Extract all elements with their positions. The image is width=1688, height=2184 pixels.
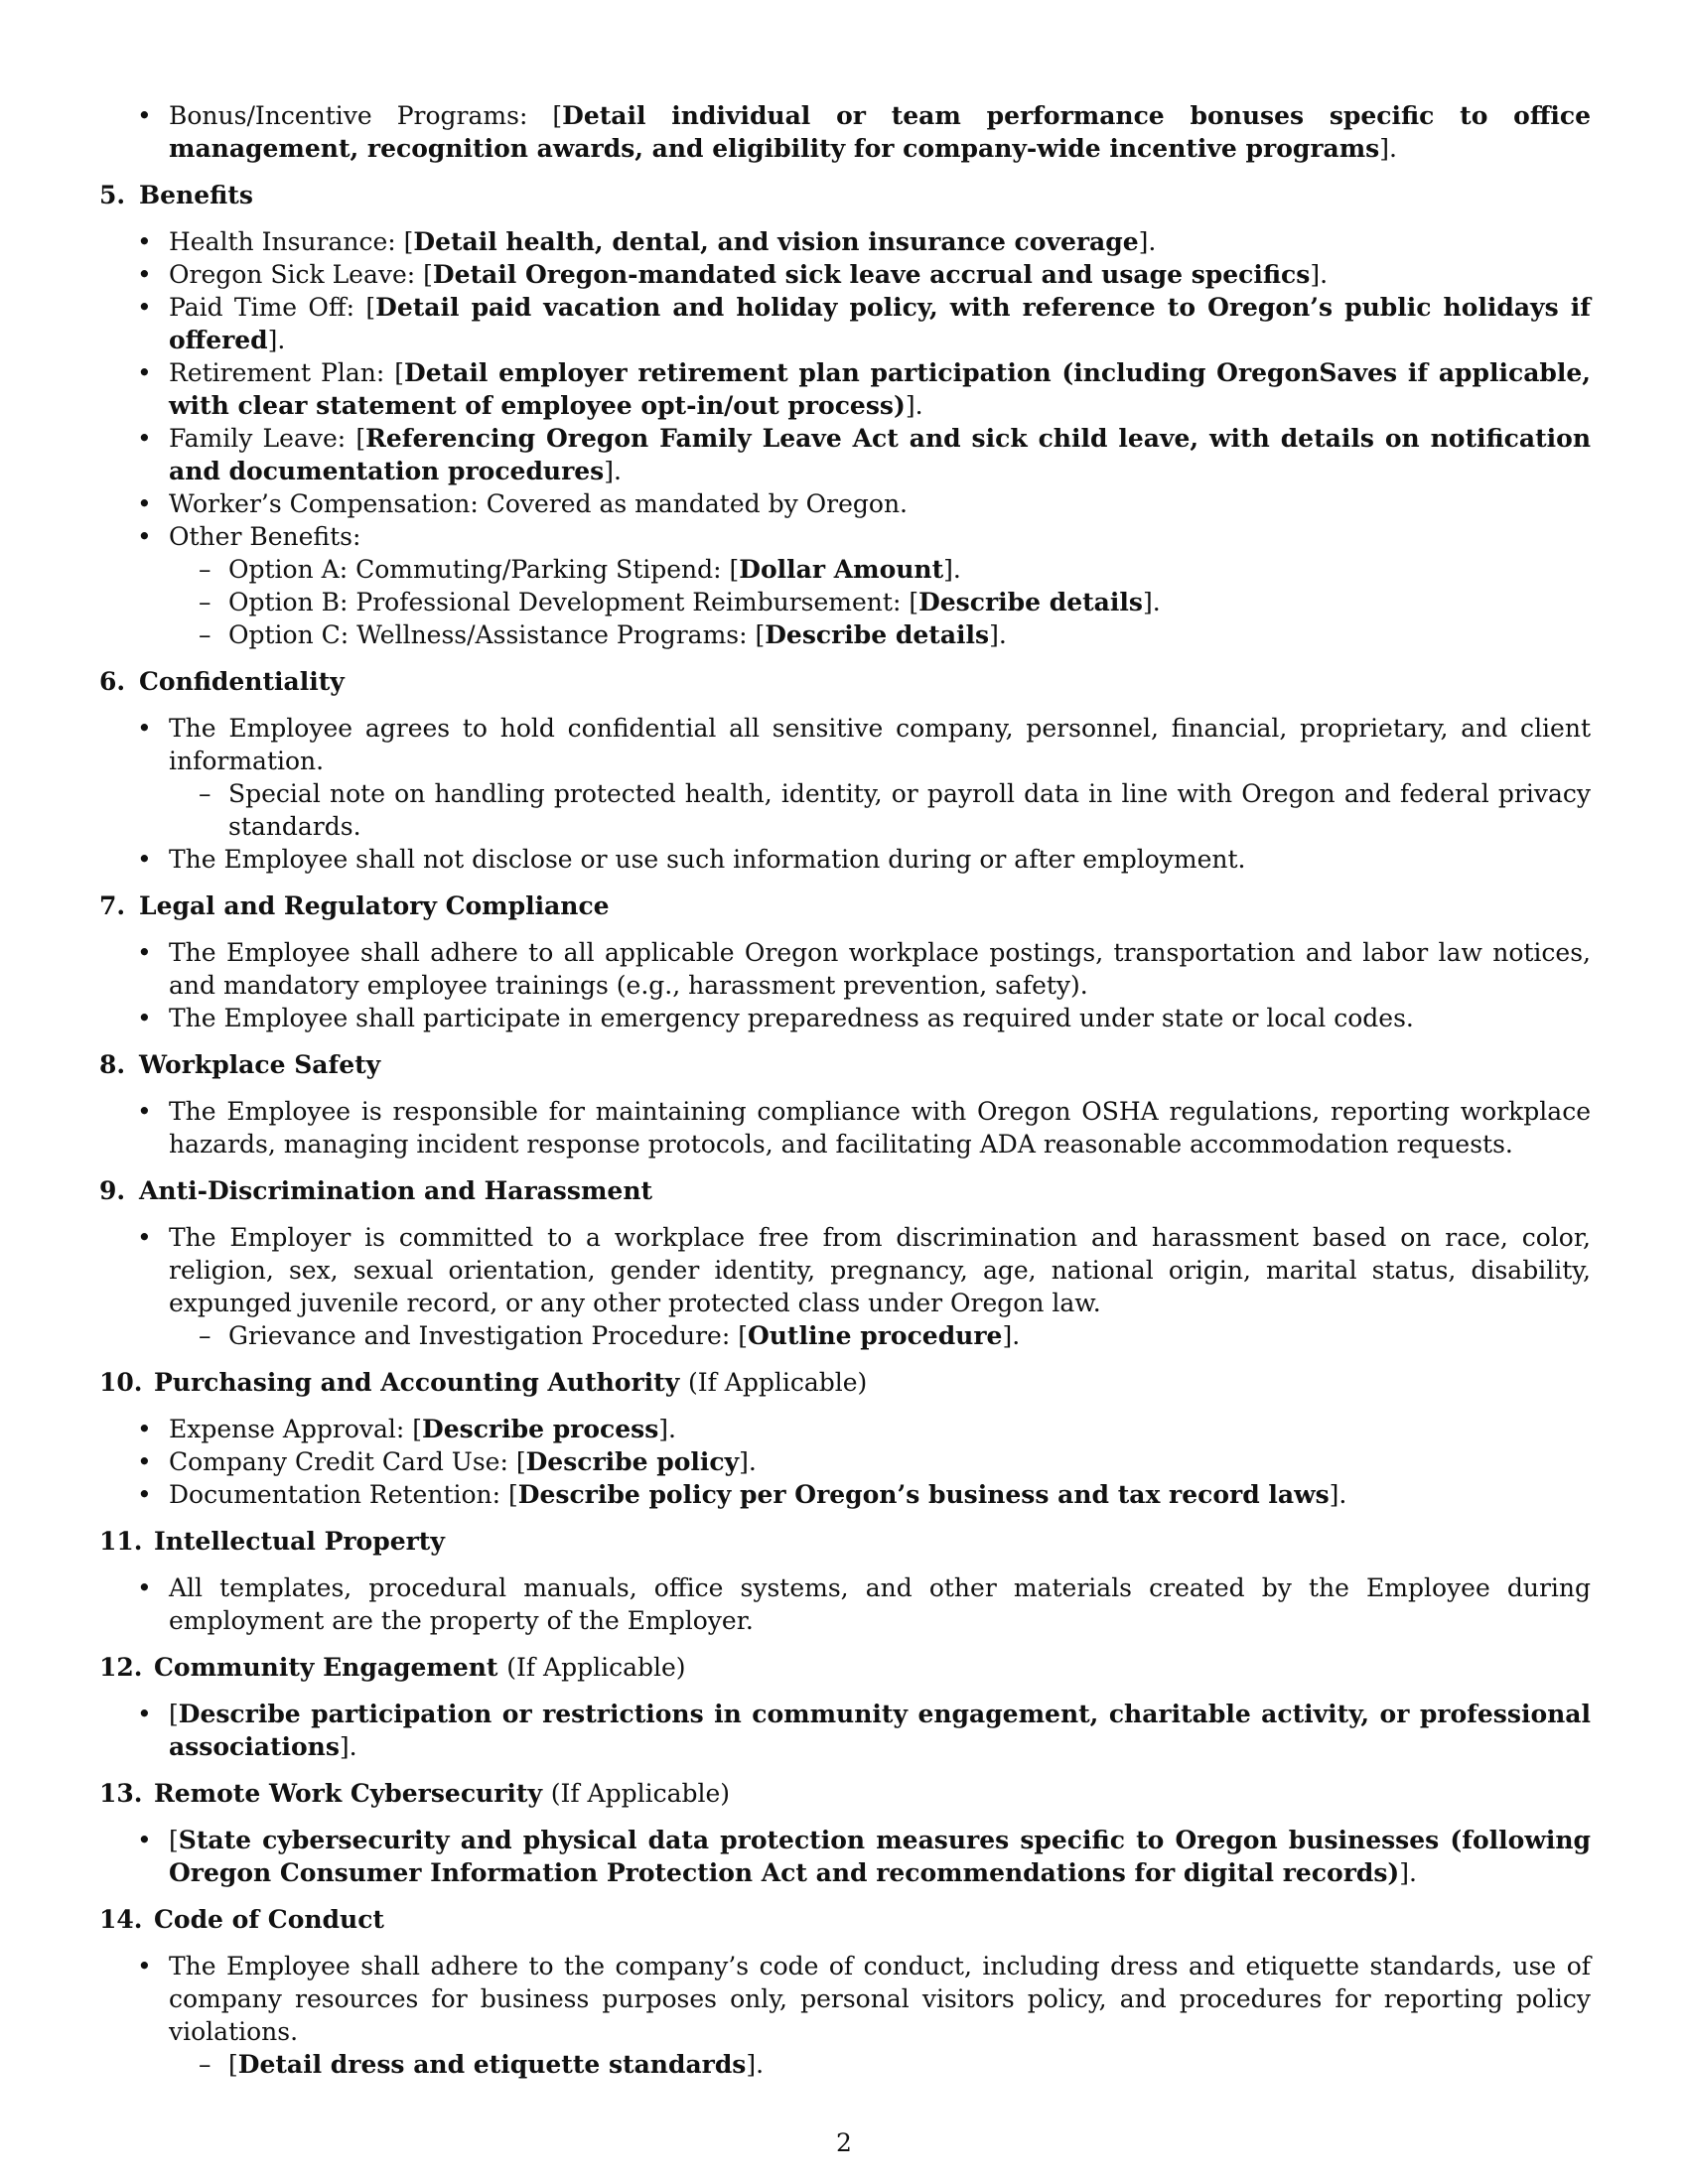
section-8-heading: 8. Workplace Safety <box>99 1050 381 1079</box>
section-8-list <box>99 1095 1591 1160</box>
section-6-list <box>99 712 1591 876</box>
section-13-heading: 13. Remote Work Cybersecurity (If Applicable) <box>99 1779 731 1808</box>
list-item: • Oregon Sick Leave: [Detail Oregon-mandated sick leave accrual and usage specifics]. <box>99 258 1591 291</box>
section-12-heading: 12. Community Engagement (If Applicable) <box>99 1653 686 1682</box>
document-page <box>99 99 1591 2081</box>
list-item: • Documentation Retention: [Describe policy per Oregon’s business and tax record laws]. <box>99 1478 1591 1511</box>
section-6-heading: 6. Confidentiality <box>99 667 345 696</box>
section-13-list <box>99 1824 1591 1889</box>
list-item: • Other Benefits: – Option A: Commuting/Parking Stipend: [Dollar Amount]. – Option B: Professional Development Reimbursement: [Describe details]. – Option C: Wellness/Assistance Programs: [Describe details]. <box>99 520 1591 651</box>
section-7-list <box>99 936 1591 1034</box>
sub-item: – Special note on handling protected health, identity, or payroll data in line with Oregon and federal privacy standards. <box>169 777 1591 843</box>
section-12-list <box>99 1698 1591 1763</box>
other-benefits-sublist <box>169 553 1591 651</box>
list-item: • Health Insurance: [Detail health, dental, and vision insurance coverage]. <box>99 225 1591 258</box>
section-11-heading: 11. Intellectual Property <box>99 1527 445 1556</box>
list-item: • Retirement Plan: [Detail employer retirement plan participation (including OregonSaves if applicable, with clear statement of employee opt-in/out process)]. <box>99 356 1591 422</box>
list-item: • Company Credit Card Use: [Describe policy]. <box>99 1445 1591 1478</box>
list-item: • All templates, procedural manuals, office systems, and other materials created by the Employee during employment are the property of the Employer. <box>99 1571 1591 1637</box>
section-9-list <box>99 1221 1591 1352</box>
sub-item: – Option C: Wellness/Assistance Programs: [Describe details]. <box>169 618 1591 651</box>
list-item: • Paid Time Off: [Detail paid vacation and holiday policy, with reference to Oregon’s public holidays if offered]. <box>99 291 1591 356</box>
list-item: • The Employee agrees to hold confidential all sensitive company, personnel, financial, proprietary, and client information. – Special note on handling protected health, identity, or payroll data in line with Oregon and federal privacy standards. <box>99 712 1591 843</box>
sub-item: – Option B: Professional Development Reimbursement: [Describe details]. <box>169 586 1591 618</box>
list-item: • Worker’s Compensation: Covered as mandated by Oregon. <box>99 487 1591 520</box>
section-5-list <box>99 225 1591 651</box>
list-item: • Expense Approval: [Describe process]. <box>99 1413 1591 1445</box>
list-item: • The Employee is responsible for maintaining compliance with Oregon OSHA regulations, reporting workplace hazards, managing incident response protocols, and facilitating ADA reasonable accommodation requests. <box>99 1095 1591 1160</box>
section-10-heading: 10. Purchasing and Accounting Authority (If Applicable) <box>99 1368 868 1397</box>
section-7-heading: 7. Legal and Regulatory Compliance <box>99 891 610 920</box>
list-item: • [State cybersecurity and physical data protection measures specific to Oregon businesses (following Oregon Consumer Information Protection Act and recommendations for digital records)]. <box>99 1824 1591 1889</box>
list-item: • The Employee shall adhere to the company’s code of conduct, including dress and etiquette standards, use of company resources for business purposes only, personal visitors policy, and procedures for reporting policy violations. – [Detail dress and etiquette standards]. <box>99 1950 1591 2081</box>
list-item: • [Describe participation or restrictions in community engagement, charitable activity, or professional associations]. <box>99 1698 1591 1763</box>
list-item: • Family Leave: [Referencing Oregon Family Leave Act and sick child leave, with details on notification and documentation procedures]. <box>99 422 1591 487</box>
section-9-heading: 9. Anti-Discrimination and Harassment <box>99 1176 653 1205</box>
page-number: 2 <box>836 2128 852 2157</box>
sub-item: – Option A: Commuting/Parking Stipend: [Dollar Amount]. <box>169 553 1591 586</box>
list-item: • The Employee shall participate in emergency preparedness as required under state or local codes. <box>99 1002 1591 1034</box>
list-item: • The Employee shall adhere to all applicable Oregon workplace postings, transportation and labor law notices, and mandatory employee trainings (e.g., harassment prevention, safety). <box>99 936 1591 1002</box>
section-14-list <box>99 1950 1591 2081</box>
bonus-list <box>99 99 1591 165</box>
list-item: • Bonus/Incentive Programs: [Detail individual or team performance bonuses specific to office management, recognition awards, and eligibility for company-wide incentive programs]. <box>99 99 1591 165</box>
section-5-heading: 5. Benefits <box>99 181 253 209</box>
section-11-list <box>99 1571 1591 1637</box>
sub-item: – Grievance and Investigation Procedure: [Outline procedure]. <box>169 1319 1591 1352</box>
list-item: • The Employer is committed to a workplace free from discrimination and harassment based on race, color, religion, sex, sexual orientation, gender identity, pregnancy, age, national origin, marital status, disability, expunged juvenile record, or any other protected class under Oregon law. – Grievance and Investigation Procedure: [Outline procedure]. <box>99 1221 1591 1352</box>
list-item: • The Employee shall not disclose or use such information during or after employment. <box>99 843 1591 876</box>
section-14-heading: 14. Code of Conduct <box>99 1905 384 1934</box>
section-10-list <box>99 1413 1591 1511</box>
sub-item: – [Detail dress and etiquette standards]. <box>169 2048 1591 2081</box>
